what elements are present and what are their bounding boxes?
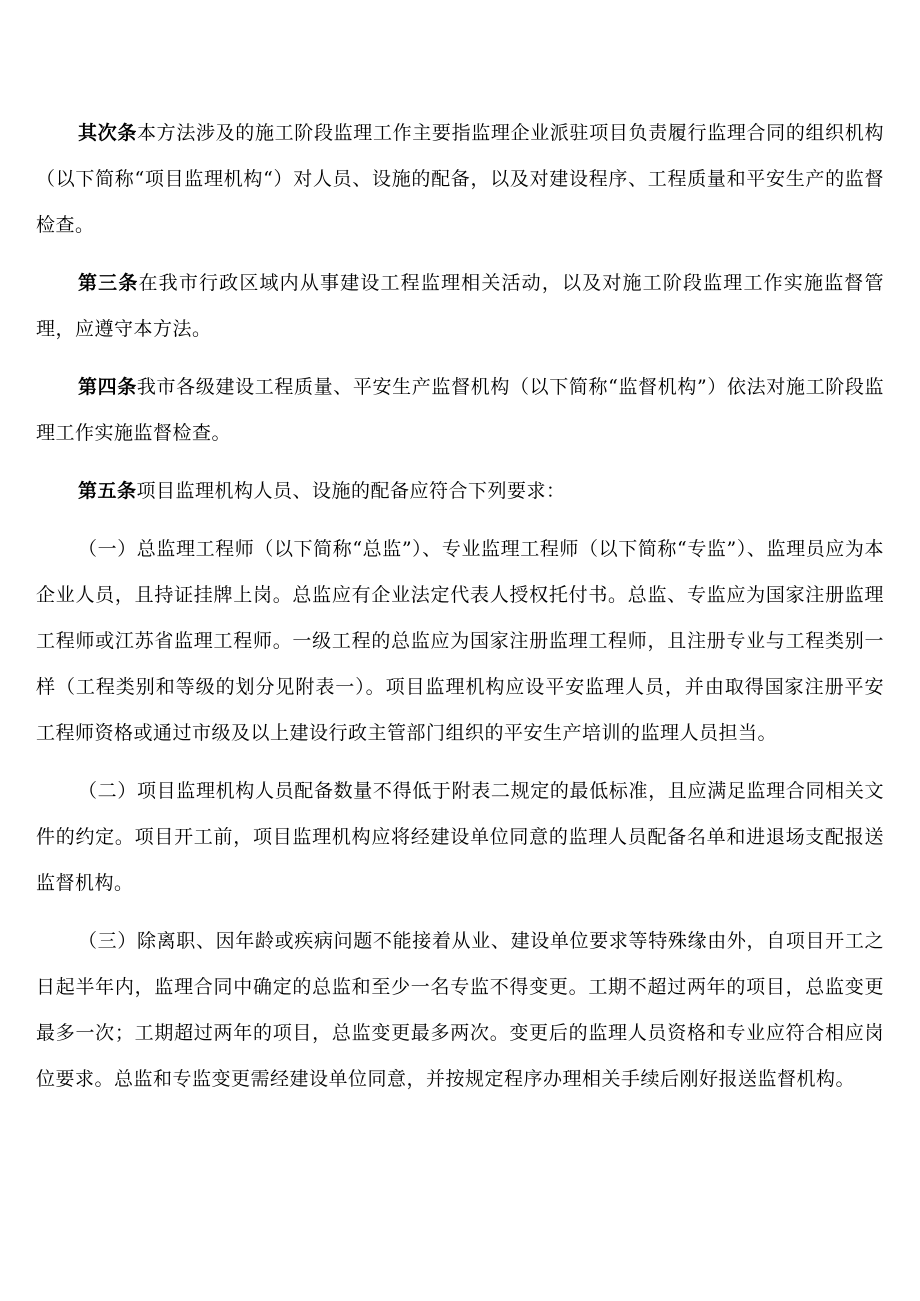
article-number: 第四条: [78, 376, 137, 398]
paragraph-article-5: [36, 468, 884, 514]
paragraph-text: （三）除离职、因年龄或疾病问题不能接着从业、建设单位要求等特殊缘由外，自项目开工之日起半年内，监理合同中确定的总监和至少一名专监不得变更。工期不超过两年的项目，总监变更最多一次；工期超过两年的项目，总监变更最多两次。变更后的监理人员资格和专业应符合相应岗位要求。总监和专监变更需经建设单位同意，并按规定程序办理相关手续后刚好报送监督机构。: [36, 930, 884, 1090]
article-number: 第五条: [78, 480, 137, 502]
paragraph-text: 项目监理机构人员、设施的配备应符合下列要求：: [136, 480, 566, 502]
paragraph-article-3: [36, 260, 884, 352]
paragraph-clause-1: [36, 526, 884, 756]
paragraph-clause-2: [36, 768, 884, 906]
paragraph-text: （一）总监理工程师（以下简称“总监”）、专业监理工程师（以下简称“专监”）、监理员应为本企业人员，且持证挂牌上岗。总监应有企业法定代表人授权托付书。总监、专监应为国家注册监理工程师或江苏省监理工程师。一级工程的总监应为国家注册监理工程师，且注册专业与工程类别一样（工程类别和等级的划分见附表一）。项目监理机构应设平安监理人员，并由取得国家注册平安工程师资格或通过市级及以上建设行政主管部门组织的平安生产培训的监理人员担当。: [36, 538, 884, 744]
paragraph-article-2: [36, 110, 884, 248]
paragraph-article-4: [36, 364, 884, 456]
paragraph-text: 我市各级建设工程质量、平安生产监督机构（以下简称“监督机构”）依法对施工阶段监理工作实施监督检查。: [36, 376, 884, 444]
paragraph-clause-3: [36, 918, 884, 1102]
paragraph-text: 在我市行政区域内从事建设工程监理相关活动，以及对施工阶段监理工作实施监督管理，应遵守本方法。: [36, 272, 884, 340]
paragraph-text: （二）项目监理机构人员配备数量不得低于附表二规定的最低标准，且应满足监理合同相关文件的约定。项目开工前，项目监理机构应将经建设单位同意的监理人员配备名单和进退场支配报送监督机构。: [36, 780, 884, 894]
article-number: 其次条: [78, 122, 137, 144]
paragraph-text: 本方法涉及的施工阶段监理工作主要指监理企业派驻项目负责履行监理合同的组织机构（以下简称“项目监理机构“）对人员、设施的配备，以及对建设程序、工程质量和平安生产的监督检查。: [36, 122, 884, 236]
document-page: [36, 110, 884, 1114]
article-number: 第三条: [78, 272, 139, 294]
